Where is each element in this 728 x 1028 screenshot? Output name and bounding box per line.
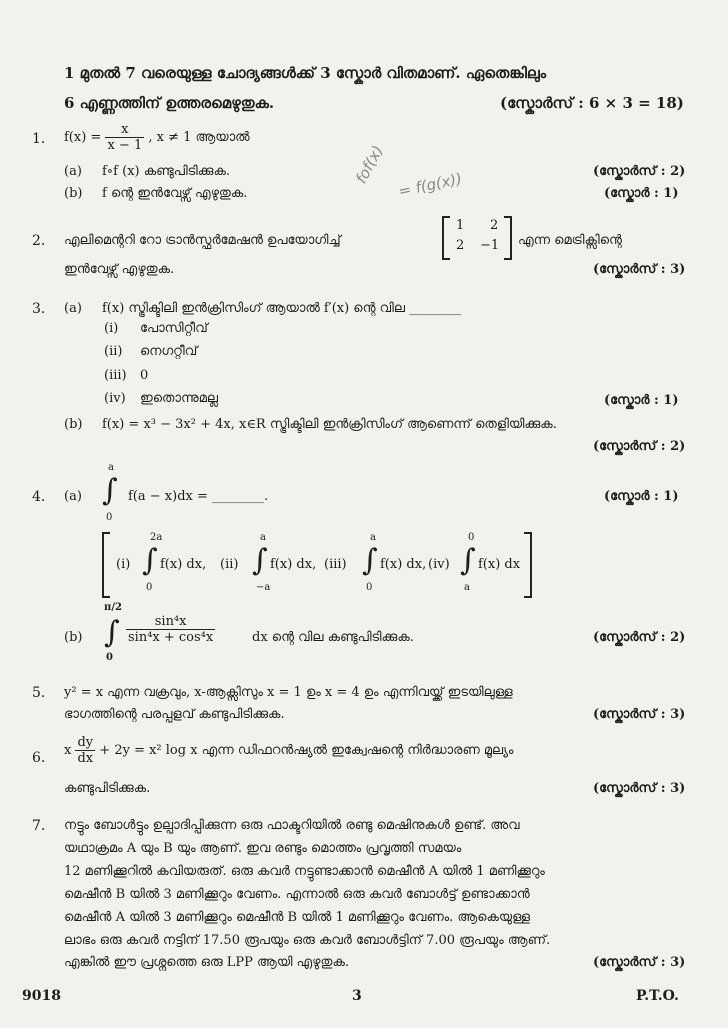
q3-b-score: (സ്കോർസ് : 2) bbox=[593, 439, 686, 454]
handwritten-note-2: = f(g(x)) bbox=[396, 169, 464, 201]
q5-number: 5. bbox=[32, 685, 46, 701]
q2-number: 2. bbox=[32, 233, 46, 249]
q4-choice-lower-limit: 0 bbox=[146, 582, 153, 593]
q6-post: + 2y = x² log x എന്ന ഡിഫറൻഷ്യൽ ഇക്വേഷന്റെ നിർദ്ധാരണ മൂല്യം bbox=[99, 743, 514, 758]
paper-code: 9018 bbox=[22, 988, 61, 1004]
q4-choice-integral-sign: ∫ bbox=[252, 543, 268, 578]
q4-choice-text: f(x) dx, bbox=[160, 557, 207, 572]
q4-choice-integral-sign: ∫ bbox=[142, 543, 158, 578]
q2-text-post: എന്ന മെട്രിക്സിന്റെ bbox=[518, 233, 622, 248]
instructions-score: (സ്കോർസ് : 6 × 3 = 18) bbox=[500, 94, 684, 112]
matrix-a11: 1 bbox=[456, 218, 465, 233]
q6-frac-num: dy bbox=[77, 735, 94, 750]
q3-number: 3. bbox=[32, 301, 46, 317]
q4-choice-upper-limit: a bbox=[260, 532, 266, 543]
q5-line2: ഭാഗത്തിന്റെ പരപ്പളവ് കണ്ടുപിടിക്കുക. bbox=[64, 707, 285, 722]
q3-option-text: 0 bbox=[140, 368, 149, 383]
q4-choice-integral-sign: ∫ bbox=[460, 543, 476, 578]
q7-line: മെഷീൻ B യിൽ 3 മണിക്കൂറും വേണം. എന്നാൽ ഒരു കവർ ബോൾട്ട് ഉണ്ടാക്കാൻ bbox=[64, 887, 530, 902]
q7-line: 12 മണിക്കൂറിൽ കവിയരുത്. ഒരു കവർ നട്ടുണ്ടാക്കാൻ മെഷീൻ A യിൽ 1 മണിക്കൂറും bbox=[64, 864, 545, 879]
q4-a-text: f(a − x)dx = ________. bbox=[128, 489, 269, 504]
pto-label: P.T.O. bbox=[636, 988, 679, 1004]
q4-choice-label: (iii) bbox=[324, 557, 347, 572]
q4-choice-lower-limit: −a bbox=[256, 582, 271, 593]
q3-option-label: (iv) bbox=[104, 391, 126, 406]
q4-b-text: dx ന്റെ വില കണ്ടുപിടിക്കുക. bbox=[252, 630, 414, 645]
q4-choice-label: (ii) bbox=[220, 557, 239, 572]
q4-a-score: (സ്കോർ : 1) bbox=[604, 489, 679, 504]
q3-a-text: f(x) സ്ട്രിക്ടിലി ഇൻക്രിസിംഗ് ആയാൽ f′(x) ന്റെ വില ________ bbox=[102, 301, 462, 316]
q2-line2: ഇൻവേഴ്സ് എഴുതുക. bbox=[64, 262, 175, 277]
q4-choice-text: f(x) dx bbox=[478, 557, 521, 572]
q6-pre: x bbox=[64, 743, 72, 758]
q1-b-text: f ന്റെ ഇൻവേഴ്സ് എഴുതുക. bbox=[102, 186, 248, 201]
q4-a-integral-sign: ∫ bbox=[102, 473, 118, 508]
matrix-a22: −1 bbox=[480, 238, 500, 253]
q1-stem bbox=[64, 122, 250, 153]
q1-b-label: (b) bbox=[64, 186, 83, 201]
q7-score: (സ്കോർസ് : 3) bbox=[593, 955, 686, 970]
q3-a-score: (സ്കോർ : 1) bbox=[604, 393, 679, 408]
q3-option-label: (iii) bbox=[104, 368, 127, 383]
q4-choice-text: f(x) dx, bbox=[270, 557, 317, 572]
q4-a-lower-limit: 0 bbox=[106, 512, 113, 523]
q1-stem-pre: f(x) = bbox=[64, 130, 102, 145]
q4-number: 4. bbox=[32, 489, 46, 505]
q4-b-upper-limit: π/2 bbox=[104, 602, 122, 613]
q6-fraction bbox=[75, 735, 95, 766]
q4-b-label: (b) bbox=[64, 630, 83, 645]
q6-line2: കണ്ടുപിടിക്കുക. bbox=[64, 781, 151, 796]
choices-right-bracket bbox=[524, 532, 532, 598]
q5-score: (സ്കോർസ് : 3) bbox=[593, 707, 686, 722]
q6-number: 6. bbox=[32, 750, 46, 766]
q4-b-frac-den: sin⁴x + cos⁴x bbox=[128, 630, 214, 645]
q4-choice-lower-limit: 0 bbox=[366, 582, 373, 593]
instructions-line1: 1 മുതൽ 7 വരെയുള്ള ചോദ്യങ്ങൾക്ക് 3 സ്കോർ വിതമാണ്. ഏതെങ്കിലും bbox=[64, 64, 547, 82]
q4-b-frac-num: sin⁴x bbox=[126, 614, 215, 630]
q4-b-frac bbox=[126, 614, 215, 645]
q1-number: 1. bbox=[32, 131, 46, 147]
q7-line: നട്ടും ബോൾട്ടും ഉല്പാദിപ്പിക്കുന്ന ഒരു ഫാക്ടറിയിൽ രണ്ടു മെഷിനുകൾ ഉണ്ട്. അവ bbox=[64, 818, 520, 833]
q3-option-text: ഇതൊന്നുമല്ല bbox=[140, 391, 219, 406]
q1-fraction bbox=[105, 122, 144, 153]
q4-choice-upper-limit: 0 bbox=[468, 532, 475, 543]
q2-text-pre: എലിമെന്ററി റോ ട്രാൻസ്ഫർമേഷൻ ഉപയോഗിച്ച് bbox=[64, 233, 341, 248]
matrix-left-bracket bbox=[442, 216, 450, 260]
q4-b-integral-sign: ∫ bbox=[104, 615, 120, 650]
q4-choice-upper-limit: a bbox=[370, 532, 376, 543]
q7-number: 7. bbox=[32, 818, 46, 834]
q7-line: മെഷീൻ A യിൽ 3 മണിക്കൂറും മെഷീൻ B യിൽ 1 മണിക്കൂറും വേണം. ആകെയുള്ള bbox=[64, 910, 531, 925]
q7-line: എങ്കിൽ ഈ പ്രശ്നത്തെ ഒരു LPP ആയി എഴുതുക. bbox=[64, 955, 350, 970]
q5-line1: y² = x എന്ന വക്രവും, x-ആക്സിസും x = 1 ഉം x = 4 ഉം എന്നിവയ്ക്ക് ഇടയിലുള്ള bbox=[64, 685, 513, 700]
q4-a-upper-limit: a bbox=[108, 462, 114, 473]
q4-a-label: (a) bbox=[64, 489, 82, 504]
instructions-line2: 6 എണ്ണത്തിന് ഉത്തരമെഴുതുക. bbox=[64, 94, 275, 112]
q4-b-score: (സ്കോർസ് : 2) bbox=[593, 630, 686, 645]
q1-stem-post: , x ≠ 1 ആയാൽ bbox=[148, 130, 250, 145]
page-number: 3 bbox=[352, 988, 362, 1004]
q1-a-label: (a) bbox=[64, 164, 82, 179]
q7-line: യഥാക്രമം A യും B യും ആണ്. ഇവ രണ്ടും മൊത്തം പ്രവൃത്തി സമയം bbox=[64, 841, 462, 856]
q3-a-label: (a) bbox=[64, 301, 82, 316]
q1-frac-num: x bbox=[105, 122, 144, 138]
q3-option-label: (i) bbox=[104, 321, 119, 336]
q4-choice-lower-limit: a bbox=[464, 582, 470, 593]
q1-a-score: (സ്കോർസ് : 2) bbox=[593, 164, 686, 179]
q3-option-text: പോസിറ്റീവ് bbox=[140, 321, 208, 336]
q6-equation bbox=[64, 735, 513, 766]
q4-choice-integral-sign: ∫ bbox=[362, 543, 378, 578]
matrix-right-bracket bbox=[504, 216, 512, 260]
q4-choice-upper-limit: 2a bbox=[150, 532, 163, 543]
q3-option-text: നെഗറ്റീവ് bbox=[140, 344, 198, 359]
q1-a-text: f∘f (x) കണ്ടുപിടിക്കുക. bbox=[102, 164, 230, 179]
q1-b-score: (സ്കോർ : 1) bbox=[604, 186, 679, 201]
q4-b-fraction bbox=[126, 614, 215, 645]
choices-left-bracket bbox=[102, 532, 110, 598]
q6-frac-den: dx bbox=[77, 751, 94, 766]
q4-choice-label: (i) bbox=[116, 557, 131, 572]
q4-b-lower-limit: 0 bbox=[106, 652, 113, 663]
q6-score: (സ്കോർസ് : 3) bbox=[593, 781, 686, 796]
matrix-a12: 2 bbox=[490, 218, 499, 233]
q3-b-text: f(x) = x³ − 3x² + 4x, x∈R സ്ട്രിക്ടിലി ഇൻക്രിസിംഗ് ആണെന്ന് തെളിയിക്കുക. bbox=[102, 417, 557, 432]
q4-choice-label: (iv) bbox=[428, 557, 450, 572]
q1-frac-den: x − 1 bbox=[107, 138, 143, 153]
q7-line: ലാഭം ഒരു കവർ നട്ടിന് 17.50 രൂപയും ഒരു കവർ ബോൾട്ടിന് 7.00 രൂപയും ആണ്. bbox=[64, 933, 551, 948]
handwritten-note-1: fof(x) bbox=[352, 142, 387, 187]
matrix-a21: 2 bbox=[456, 238, 465, 253]
q4-choice-text: f(x) dx, bbox=[380, 557, 427, 572]
q3-b-label: (b) bbox=[64, 417, 83, 432]
q2-score: (സ്കോർസ് : 3) bbox=[593, 262, 686, 277]
q3-option-label: (ii) bbox=[104, 344, 123, 359]
